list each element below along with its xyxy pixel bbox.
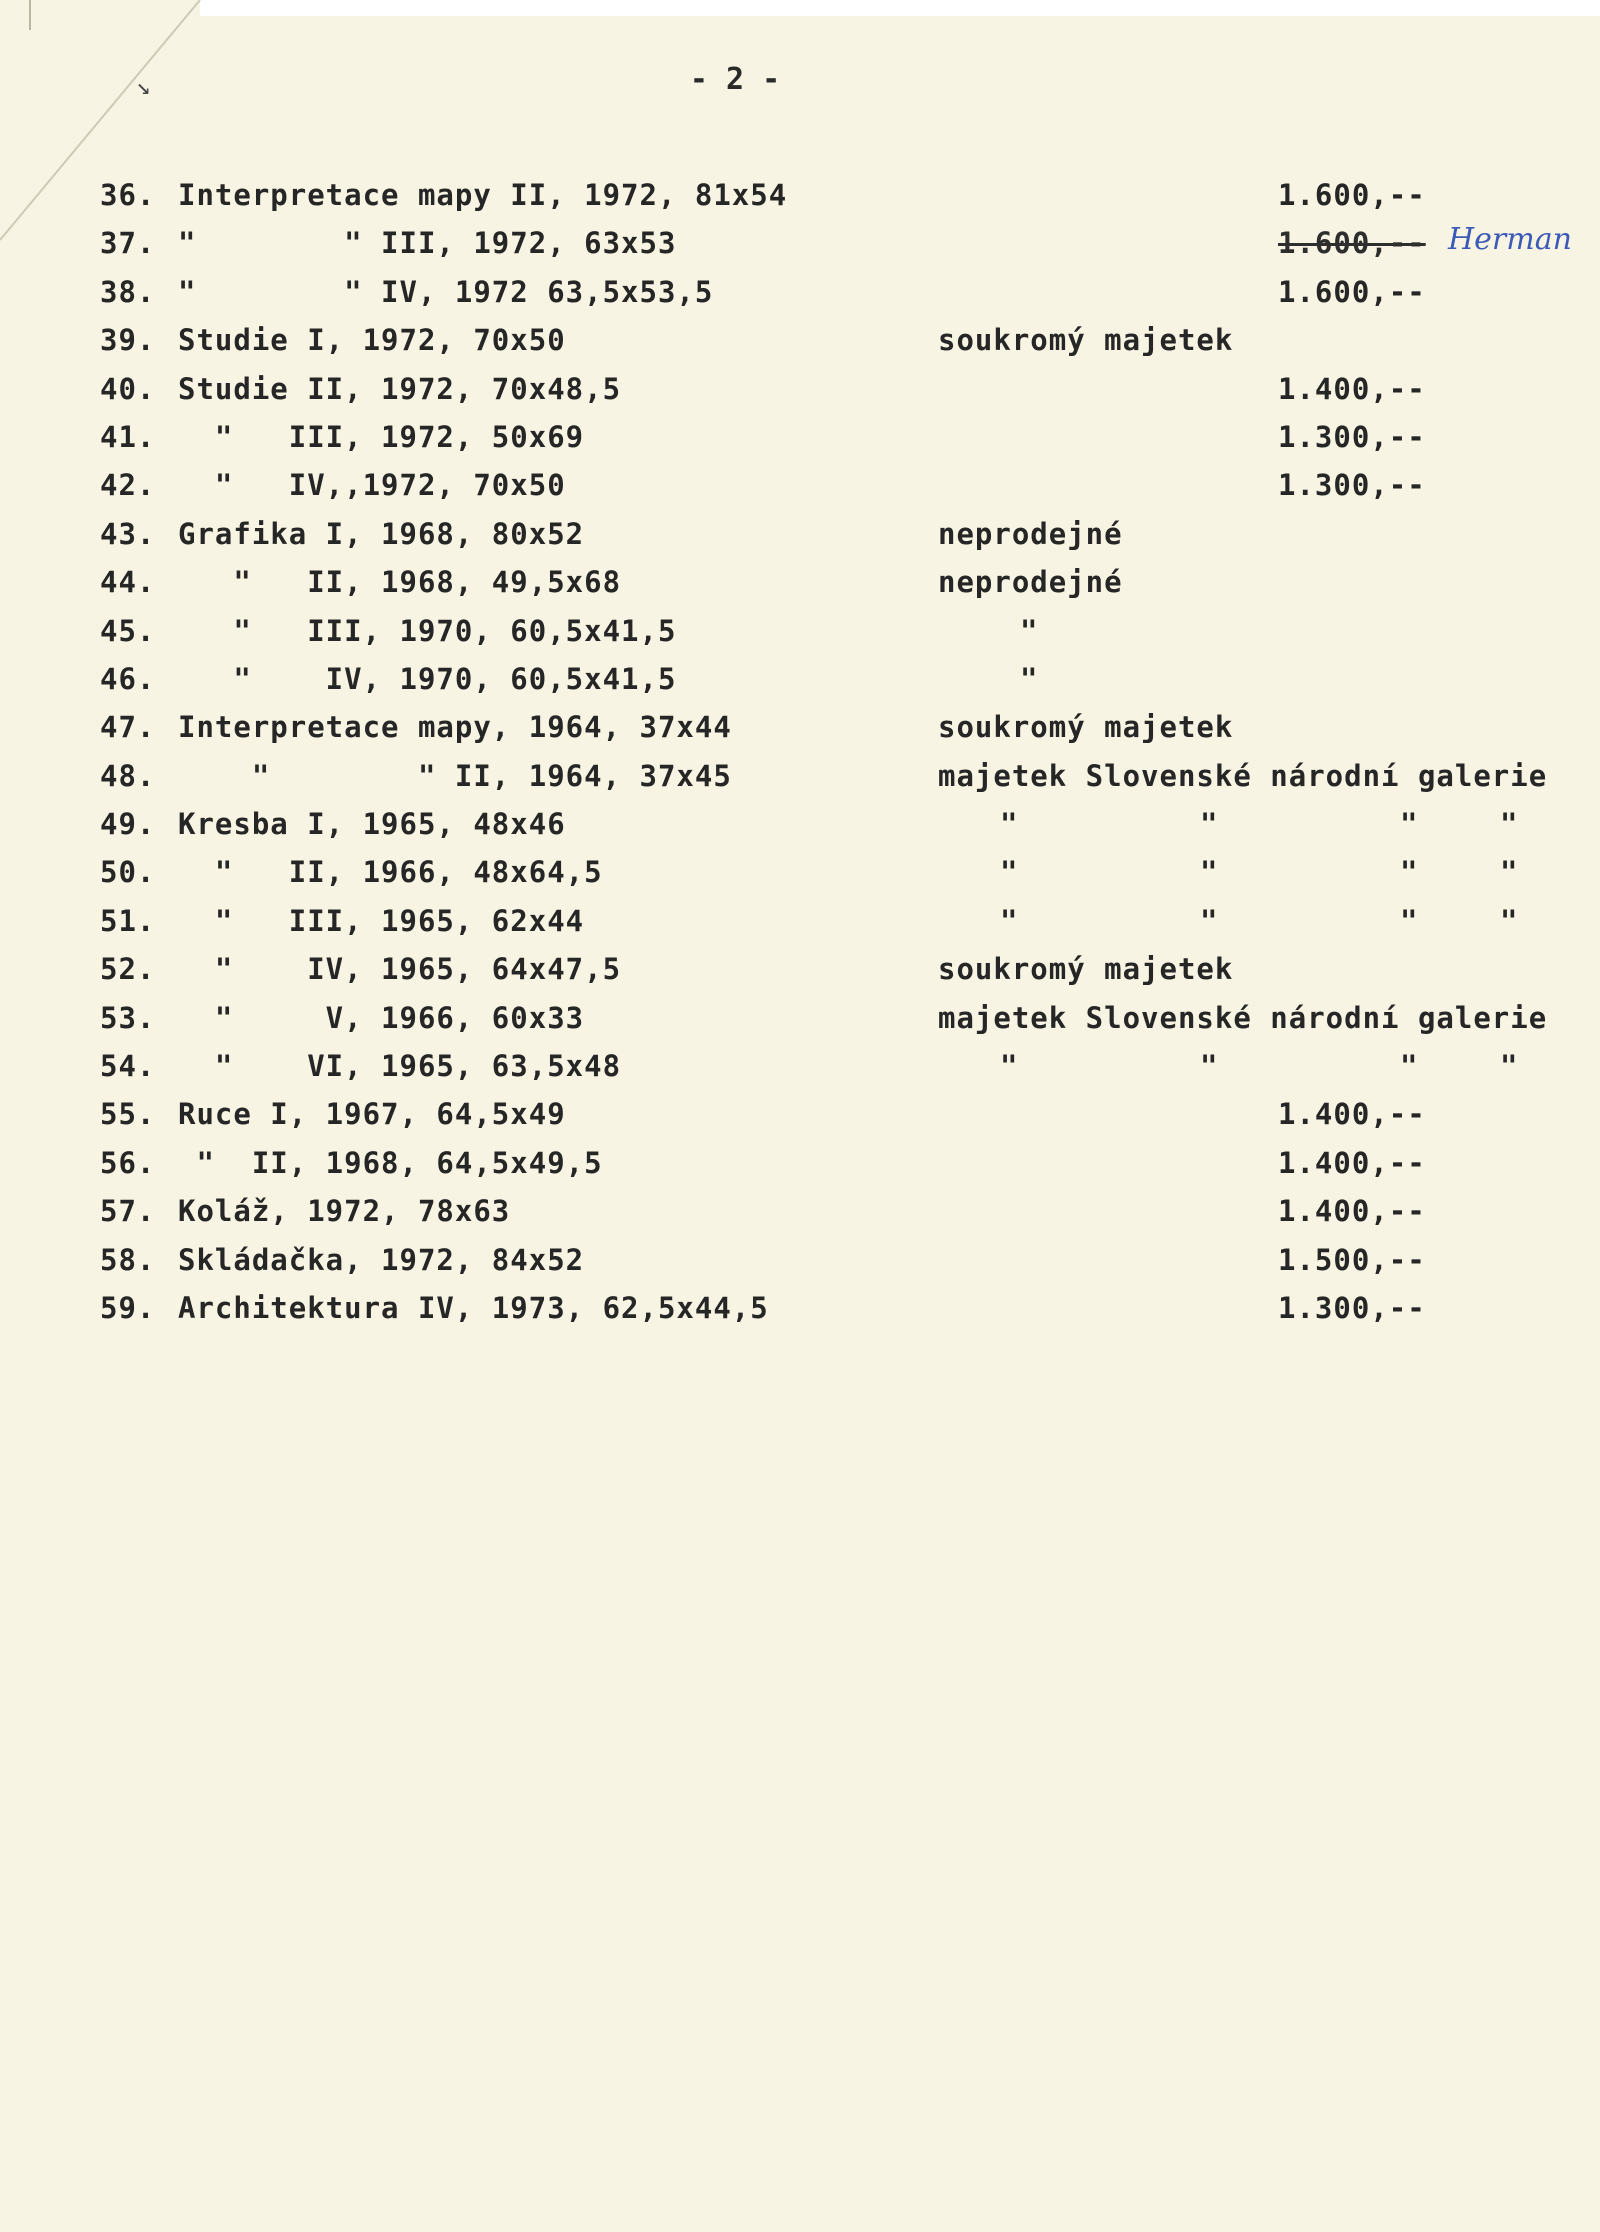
item-title: Ruce I, 1967, 64,5x49: [178, 1097, 566, 1132]
item-title: Skládačka, 1972, 84x52: [178, 1242, 585, 1277]
owner-ditto-mark: ": [1200, 855, 1219, 890]
item-number: 57.: [100, 1194, 156, 1229]
item-price: 1.300,--: [1278, 419, 1426, 454]
item-number: 46.: [100, 661, 156, 696]
item-title: " IV, 1965, 64x47,5: [178, 952, 622, 987]
owner-ditto-mark: ": [1400, 855, 1419, 890]
item-number: 42.: [100, 468, 156, 503]
item-number: 44.: [100, 565, 156, 600]
item-price: 1.400,--: [1278, 1194, 1426, 1229]
item-owner: majetek Slovenské národní galerie: [938, 1000, 1548, 1035]
list-item: [0, 849, 1600, 897]
list-item: [0, 1140, 1600, 1188]
item-title: Interpretace mapy, 1964, 37x44: [178, 710, 732, 745]
item-number: 43.: [100, 516, 156, 551]
item-title: " VI, 1965, 63,5x48: [178, 1049, 622, 1084]
item-title: " II, 1968, 49,5x68: [178, 565, 622, 600]
list-item: [0, 1188, 1600, 1236]
item-number: 54.: [100, 1049, 156, 1084]
item-title: " " II, 1964, 37x45: [178, 758, 732, 793]
owner-ditto-mark: ": [1020, 613, 1039, 648]
item-number: 52.: [100, 952, 156, 987]
item-price: 1.500,--: [1278, 1242, 1426, 1277]
item-number: 45.: [100, 613, 156, 648]
list-item: [0, 608, 1600, 656]
item-owner: majetek Slovenské národní galerie: [938, 758, 1548, 793]
owner-ditto-mark: ": [1500, 903, 1519, 938]
item-title: " II, 1968, 64,5x49,5: [178, 1145, 603, 1180]
item-number: 36.: [100, 178, 156, 212]
list-item: [0, 317, 1600, 365]
item-number: 55.: [100, 1097, 156, 1132]
item-number: 59.: [100, 1290, 156, 1325]
item-number: 41.: [100, 419, 156, 454]
item-title: " " III, 1972, 63x53: [178, 226, 677, 261]
list-item: [0, 462, 1600, 510]
item-price: 1.600,--: [1278, 274, 1426, 309]
item-title: " V, 1966, 60x33: [178, 1000, 585, 1035]
item-title: Studie I, 1972, 70x50: [178, 323, 566, 358]
list-item: [0, 220, 1600, 268]
item-owner: neprodejné: [938, 565, 1123, 600]
owner-ditto-mark: ": [1500, 1049, 1519, 1084]
item-title: Grafika I, 1968, 80x52: [178, 516, 585, 551]
owner-ditto-mark: ": [1200, 807, 1219, 842]
item-number: 47.: [100, 710, 156, 745]
list-item: [0, 511, 1600, 559]
list-item: [0, 656, 1600, 704]
owner-ditto-mark: ": [1020, 661, 1039, 696]
item-owner: soukromý majetek: [938, 323, 1234, 358]
list-item: [0, 946, 1600, 994]
item-title: " " IV, 1972 63,5x53,5: [178, 274, 714, 309]
item-number: 39.: [100, 323, 156, 358]
item-price: 1.600,--: [1278, 178, 1426, 212]
page-top-edge: [200, 0, 1600, 16]
item-number: 58.: [100, 1242, 156, 1277]
item-title: " III, 1972, 50x69: [178, 419, 585, 454]
item-price: 1.400,--: [1278, 1097, 1426, 1132]
owner-ditto-mark: ": [1500, 807, 1519, 842]
item-price-struck: 1.600,--: [1278, 226, 1426, 261]
list-item: [0, 704, 1600, 752]
item-title: " II, 1966, 48x64,5: [178, 855, 603, 890]
item-title: " III, 1970, 60,5x41,5: [178, 613, 677, 648]
item-price: 1.400,--: [1278, 371, 1426, 406]
item-title: " IV,,1972, 70x50: [178, 468, 566, 503]
list-item: [0, 995, 1600, 1043]
item-price: 1.300,--: [1278, 468, 1426, 503]
item-number: 50.: [100, 855, 156, 890]
item-owner: neprodejné: [938, 516, 1123, 551]
list-item: [0, 898, 1600, 946]
item-title: Kresba I, 1965, 48x46: [178, 807, 566, 842]
list-item: [0, 1237, 1600, 1285]
owner-ditto-mark: ": [1400, 1049, 1419, 1084]
item-title: Interpretace mapy II, 1972, 81x54: [178, 178, 788, 212]
list-item: [0, 172, 1600, 220]
item-number: 53.: [100, 1000, 156, 1035]
list-item: [0, 801, 1600, 849]
item-number: 37.: [100, 226, 156, 261]
list-item: [0, 1285, 1600, 1333]
item-number: 38.: [100, 274, 156, 309]
item-title: Studie II, 1972, 70x48,5: [178, 371, 622, 406]
handwritten-note: Herman: [1448, 222, 1572, 258]
item-owner: soukromý majetek: [938, 952, 1234, 987]
item-title: " IV, 1970, 60,5x41,5: [178, 661, 677, 696]
item-number: 51.: [100, 903, 156, 938]
owner-ditto-mark: ": [1400, 807, 1419, 842]
item-price: 1.300,--: [1278, 1290, 1426, 1325]
item-number: 40.: [100, 371, 156, 406]
owner-ditto-mark: ": [1000, 1049, 1019, 1084]
list-item: [0, 269, 1600, 317]
page-number: - 2 -: [689, 62, 781, 97]
item-number: 49.: [100, 807, 156, 842]
item-price: 1.400,--: [1278, 1145, 1426, 1180]
artwork-list: [0, 172, 1600, 1333]
list-item: [0, 1091, 1600, 1139]
owner-ditto-mark: ": [1000, 807, 1019, 842]
owner-ditto-mark: ": [1200, 1049, 1219, 1084]
item-title: Koláž, 1972, 78x63: [178, 1194, 511, 1229]
item-title: " III, 1965, 62x44: [178, 903, 585, 938]
list-item: [0, 366, 1600, 414]
list-item: [0, 1043, 1600, 1091]
pen-mark-icon: ↘: [136, 72, 151, 100]
owner-ditto-mark: ": [1400, 903, 1419, 938]
item-title: Architektura IV, 1973, 62,5x44,5: [178, 1290, 769, 1325]
item-number: 56.: [100, 1145, 156, 1180]
list-item: [0, 414, 1600, 462]
owner-ditto-mark: ": [1500, 855, 1519, 890]
owner-ditto-mark: ": [1000, 855, 1019, 890]
item-owner: soukromý majetek: [938, 710, 1234, 745]
owner-ditto-mark: ": [1000, 903, 1019, 938]
owner-ditto-mark: ": [1200, 903, 1219, 938]
list-item: [0, 753, 1600, 801]
list-item: [0, 559, 1600, 607]
item-number: 48.: [100, 758, 156, 793]
